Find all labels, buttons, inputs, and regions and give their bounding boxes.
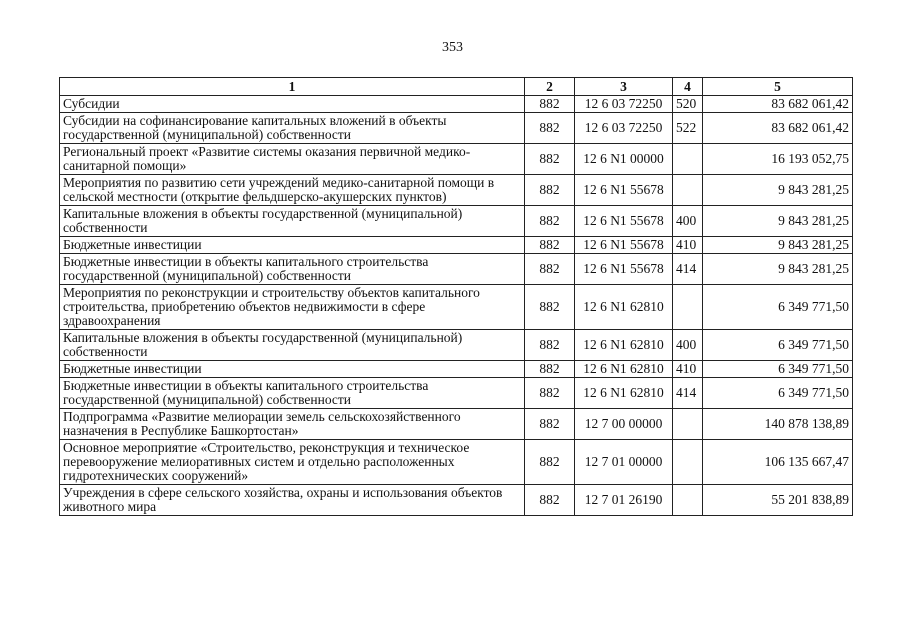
row-name-cell: Мероприятия по реконструкции и строительству объектов капитального строительства, приобретению объектов недвижимости в сфере здравоохранения (60, 285, 525, 330)
row-cell-c3: 12 6 03 72250 (575, 96, 673, 113)
row-name-cell: Капитальные вложения в объекты государственной (муниципальной) собственности (60, 330, 525, 361)
row-cell-c2: 882 (525, 378, 575, 409)
row-cell-c2: 882 (525, 175, 575, 206)
row-name-cell: Основное мероприятие «Строительство, реконструкция и техническое перевооружение мелиоративных систем и отдельно расположенных гидротехнических сооружений» (60, 440, 525, 485)
table-row (60, 485, 853, 516)
row-name-cell: Субсидии на софинансирование капитальных вложений в объекты государственной (муниципальной) собственности (60, 113, 525, 144)
row-cell-c3: 12 6 N1 62810 (575, 330, 673, 361)
row-cell-c4 (673, 440, 703, 485)
column-header: 5 (703, 78, 853, 96)
row-cell-c5: 9 843 281,25 (703, 206, 853, 237)
table-row (60, 254, 853, 285)
row-cell-c4: 410 (673, 361, 703, 378)
row-cell-c2: 882 (525, 330, 575, 361)
page-number: 353 (442, 40, 463, 55)
table-row (60, 361, 853, 378)
row-name-cell: Мероприятия по развитию сети учреждений медико-санитарной помощи в сельской местности (открытие фельдшерско-акушерских пунктов) (60, 175, 525, 206)
row-cell-c3: 12 6 03 72250 (575, 113, 673, 144)
row-cell-c5: 140 878 138,89 (703, 409, 853, 440)
table-row (60, 206, 853, 237)
budget-table (59, 77, 853, 516)
column-header: 3 (575, 78, 673, 96)
row-name-cell: Подпрограмма «Развитие мелиорации земель сельскохозяйственного назначения в Республике Башкортостан» (60, 409, 525, 440)
row-cell-c5: 6 349 771,50 (703, 285, 853, 330)
row-cell-c5: 9 843 281,25 (703, 175, 853, 206)
row-cell-c2: 882 (525, 409, 575, 440)
row-cell-c3: 12 7 01 00000 (575, 440, 673, 485)
table-row (60, 144, 853, 175)
table-header-row (60, 78, 853, 96)
row-cell-c4 (673, 175, 703, 206)
row-name-cell: Учреждения в сфере сельского хозяйства, охраны и использования объектов животного мира (60, 485, 525, 516)
row-cell-c4: 400 (673, 206, 703, 237)
table-row (60, 96, 853, 113)
row-cell-c3: 12 6 N1 00000 (575, 144, 673, 175)
row-name-cell: Бюджетные инвестиции (60, 237, 525, 254)
table-row (60, 378, 853, 409)
row-cell-c2: 882 (525, 254, 575, 285)
row-cell-c2: 882 (525, 285, 575, 330)
row-cell-c3: 12 7 00 00000 (575, 409, 673, 440)
table-row (60, 409, 853, 440)
row-cell-c5: 83 682 061,42 (703, 96, 853, 113)
row-name-cell: Бюджетные инвестиции (60, 361, 525, 378)
column-header: 1 (60, 78, 525, 96)
table-row (60, 440, 853, 485)
row-cell-c5: 55 201 838,89 (703, 485, 853, 516)
row-cell-c5: 83 682 061,42 (703, 113, 853, 144)
row-cell-c5: 9 843 281,25 (703, 254, 853, 285)
table-row (60, 330, 853, 361)
row-cell-c5: 6 349 771,50 (703, 361, 853, 378)
row-cell-c4: 400 (673, 330, 703, 361)
row-cell-c2: 882 (525, 361, 575, 378)
row-cell-c4 (673, 409, 703, 440)
row-cell-c5: 6 349 771,50 (703, 378, 853, 409)
row-cell-c4: 414 (673, 254, 703, 285)
row-cell-c2: 882 (525, 206, 575, 237)
row-cell-c2: 882 (525, 113, 575, 144)
row-cell-c3: 12 6 N1 62810 (575, 285, 673, 330)
row-name-cell: Субсидии (60, 96, 525, 113)
row-cell-c3: 12 6 N1 55678 (575, 237, 673, 254)
row-cell-c2: 882 (525, 144, 575, 175)
row-cell-c3: 12 6 N1 55678 (575, 175, 673, 206)
column-header: 2 (525, 78, 575, 96)
row-name-cell: Бюджетные инвестиции в объекты капитального строительства государственной (муниципальной) собственности (60, 254, 525, 285)
table-row (60, 113, 853, 144)
column-header: 4 (673, 78, 703, 96)
row-cell-c2: 882 (525, 440, 575, 485)
table-row (60, 175, 853, 206)
row-cell-c5: 16 193 052,75 (703, 144, 853, 175)
row-cell-c4: 414 (673, 378, 703, 409)
row-cell-c4 (673, 485, 703, 516)
table-row (60, 237, 853, 254)
row-cell-c3: 12 6 N1 55678 (575, 254, 673, 285)
row-cell-c4 (673, 144, 703, 175)
row-cell-c3: 12 6 N1 55678 (575, 206, 673, 237)
row-cell-c3: 12 6 N1 62810 (575, 361, 673, 378)
row-name-cell: Капитальные вложения в объекты государственной (муниципальной) собственности (60, 206, 525, 237)
row-cell-c3: 12 7 01 26190 (575, 485, 673, 516)
row-cell-c5: 9 843 281,25 (703, 237, 853, 254)
row-cell-c2: 882 (525, 237, 575, 254)
table-row (60, 285, 853, 330)
row-cell-c5: 6 349 771,50 (703, 330, 853, 361)
row-cell-c2: 882 (525, 96, 575, 113)
row-cell-c3: 12 6 N1 62810 (575, 378, 673, 409)
row-cell-c4: 520 (673, 96, 703, 113)
row-cell-c4: 522 (673, 113, 703, 144)
row-name-cell: Региональный проект «Развитие системы оказания первичной медико-санитарной помощи» (60, 144, 525, 175)
row-cell-c5: 106 135 667,47 (703, 440, 853, 485)
row-cell-c4 (673, 285, 703, 330)
row-cell-c2: 882 (525, 485, 575, 516)
row-name-cell: Бюджетные инвестиции в объекты капитального строительства государственной (муниципальной) собственности (60, 378, 525, 409)
row-cell-c4: 410 (673, 237, 703, 254)
